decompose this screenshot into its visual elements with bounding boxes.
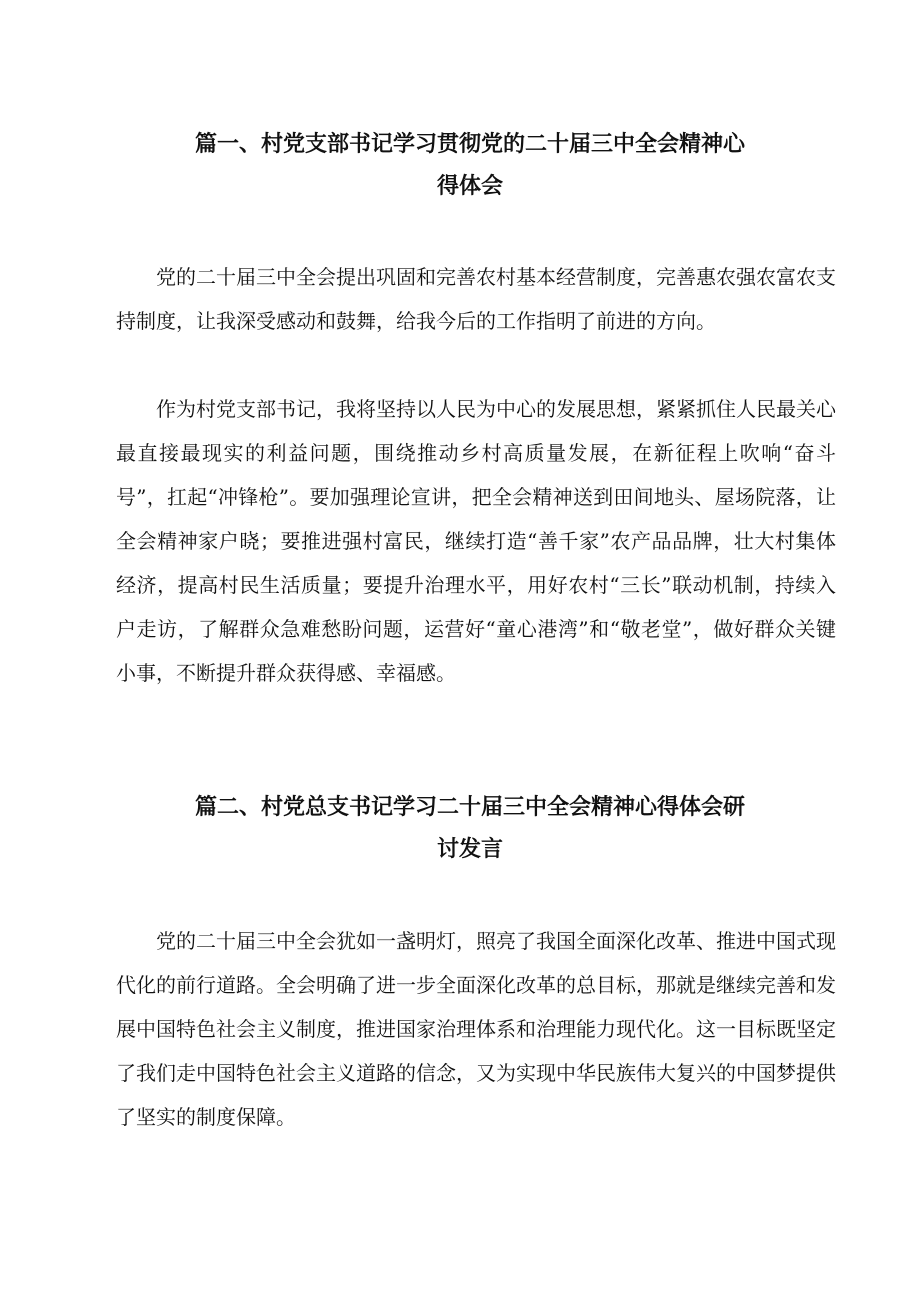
section-1-title-line-2: 得体会 <box>436 174 503 199</box>
section-1-title <box>150 124 790 208</box>
section-1-title-line-1: 篇一、村党支部书记学习贯彻党的二十届三中全会精神心 <box>194 132 745 157</box>
section-2-paragraph-1: 党的二十届三中全会犹如一盏明灯，照亮了我国全面深化改革、推进中国式现代化的前行道路。全会明确了进一步全面深化改革的总目标，那就是继续完善和发展中国特色社会主义制度，推进国家治理体系和治理能力现代化。这一目标既坚定了我们走中国特色社会主义道路的信念，又为实现中华民族伟大复兴的中国梦提供了坚实的制度保障。 <box>116 929 836 1129</box>
section-2-title-line-2: 讨发言 <box>436 837 503 862</box>
section-2-title-line-1: 篇二、村党总支书记学习二十届三中全会精神心得体会研 <box>194 795 745 820</box>
section-1-paragraph-2: 作为村党支部书记，我将坚持以人民为中心的发展思想，紧紧抓住人民最关心最直接最现实的利益问题，围绕推动乡村高质量发展，在新征程上吹响“奋斗号”，扛起“冲锋枪”。要加强理论宣讲，把全会精神送到田间地头、屋场院落，让全会精神家户晓；要推进强村富民，继续打造“善千家”农产品品牌，壮大村集体经济，提高村民生活质量；要提升治理水平，用好农村“三长”联动机制，持续入户走访，了解群众急难愁盼问题，运营好“童心港湾”和“敬老堂”，做好群众关键小事，不断提升群众获得感、幸福感。 <box>116 397 836 685</box>
section-2-title <box>150 787 790 871</box>
section-1-paragraph-1: 党的二十届三中全会提出巩固和完善农村基本经营制度，完善惠农强农富农支持制度，让我深受感动和鼓舞，给我今后的工作指明了前进的方向。 <box>116 265 836 333</box>
